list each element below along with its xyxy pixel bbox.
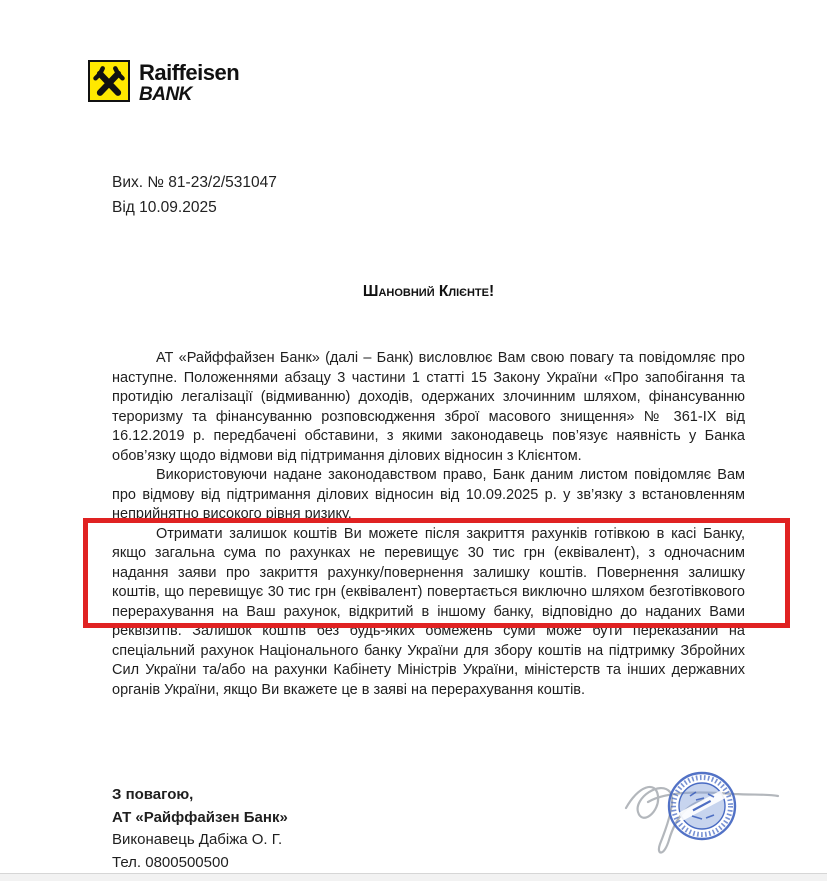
round-seal-icon <box>669 773 735 839</box>
paragraph-funds-return: Отримати залишок коштів Ви можете після закриття рахунків готівкою в касі Банку, якщо загальна сума по рахунках не перевищує 30 тис грн (еквівалент), з одночасним надання заяви про закриття рахунку/повернення залишку коштів. Повернення залишку коштів, що перевищує 30 тис грн (еквівалент) повертається виключно шляхом безготівкового перерахування на Ваш рахунок, відкритий в іншому банку, відповідно до наданих Вами реквізитів. Залишок коштів без будь-яких обмежень суми може бути переказаний на спеціальний рахунок Національного банку України для збору коштів на підтримку Збройних Сил України та/або на рахунки Кабінету Міністрів України, міністерств та інших державних органів України, якщо Ви вкажете це в заяві на перерахування коштів. <box>112 525 745 698</box>
closing-company: АТ «Райффайзен Банк» <box>112 808 288 826</box>
paragraph-intro: АТ «Райффайзен Банк» (далі – Банк) висловлює Вам свою повагу та повідомляє про наступне. Положеннями абзацу 3 частини 1 статті 15 Закону України «Про запобігання та протидію легалізації (відмиванню) доходів, одержаних злочинним шляхом, фінансуванню тероризму та фінансуванню розповсюдження зброї масового знищення» № 361-ІХ від 16.12.2019 р. передбачені обставини, з якими законодавець пов’язує наявність у Банка обов’язку щодо відмови від підтримання ділових відносин з Клієнтом. <box>112 350 745 464</box>
closing-block <box>112 784 288 874</box>
outgoing-number: Вих. № 81-23/2/531047 <box>112 174 277 191</box>
reference-block <box>112 170 277 220</box>
paragraph-refusal: Використовуючи надане законодавством право, Банк даним листом повідомляє Вам про відмову від підтримання ділових відносин від 10.09.2025 р. у зв’язку з встановленням неприйнятно високого рівня ризику. <box>112 467 745 522</box>
bank-seal-and-signature <box>608 750 788 870</box>
letter-body <box>112 349 745 700</box>
closing-executor: Виконавець Дабіжа О. Г. <box>112 831 283 848</box>
logo-brand-text: Raiffeisen <box>139 60 240 85</box>
page-bottom-edge <box>0 873 827 881</box>
closing-phone: Тел. 0800500500 <box>112 853 229 871</box>
raiffeisen-logo <box>88 60 239 104</box>
salutation: Шановний Клієнте! <box>362 283 495 300</box>
closing-regards: З повагою, <box>112 786 194 803</box>
gable-cross-icon <box>88 60 130 102</box>
letter-date: Від 10.09.2025 <box>112 199 217 216</box>
logo-bank-text: BANK <box>139 84 192 105</box>
